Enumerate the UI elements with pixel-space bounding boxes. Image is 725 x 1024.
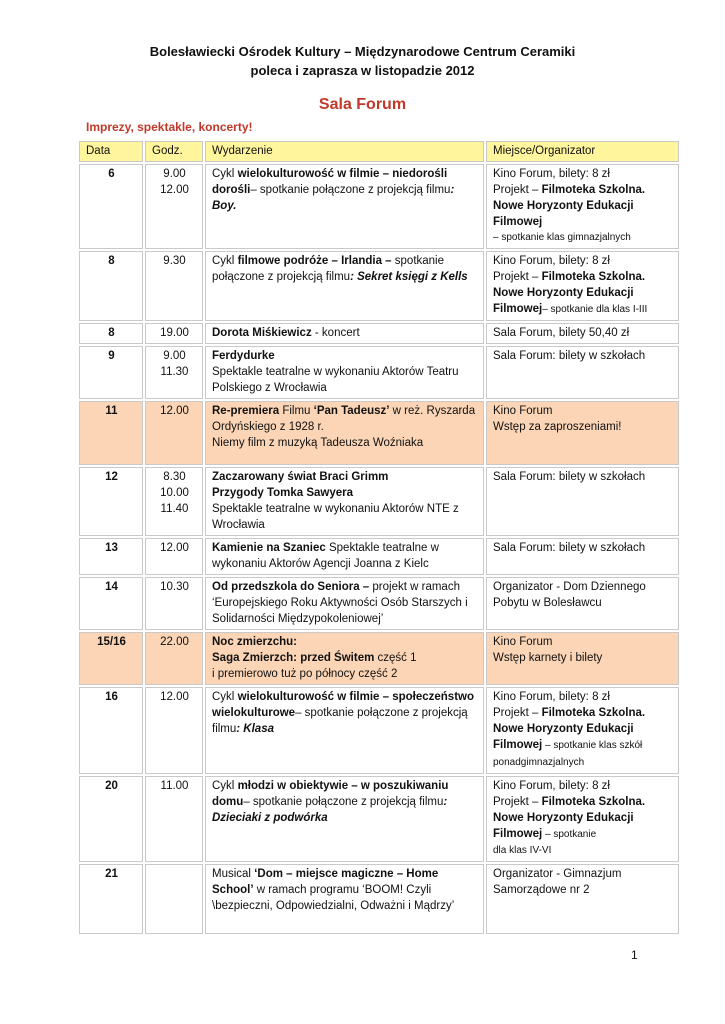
event-text: Niemy film z muzyką Tadeusza Woźniaka (212, 437, 424, 449)
row-hours (145, 538, 203, 575)
row-hour: 9.30 (163, 255, 186, 267)
place-text: Kino Forum, bilety: 8 zł (493, 780, 610, 792)
row-event (205, 632, 484, 685)
place-project-title: Filmoteka Szkolna. Nowe Horyzonty Edukacji Filmowej (493, 184, 646, 228)
column-header-event: Wydarzenie (205, 141, 484, 162)
place-text: Kino Forum (493, 636, 553, 648)
event-title: Przygody Tomka Sawyera (212, 487, 354, 499)
event-text: w ramach programu ‘BOOM! Czyli \bezpieczni, Odpowiedzialni, Odważni i Mądrzy’ (212, 884, 455, 912)
event-title: Zaczarowany świat Braci Grimm (212, 471, 389, 483)
event-film-title: ‘Pan Tadeusz’ (313, 405, 390, 417)
place-text: Kino Forum (493, 405, 553, 417)
place-text: Kino Forum, bilety: 8 zł (493, 255, 610, 267)
place-note: – spotkanie klas gimnazjalnych (493, 232, 631, 243)
row-event (205, 346, 484, 399)
row-hour: 19.00 (160, 327, 189, 339)
event-text: Spektakle teatralne w wykonaniu Aktorów NTE z Wrocławia (212, 503, 459, 531)
row-hours (145, 346, 203, 399)
row-place (486, 467, 679, 536)
page-number: 1 (631, 948, 638, 962)
row-hour: 11.00 (160, 780, 189, 792)
row-date: 9 (79, 346, 143, 399)
event-title: Ferdydurke (212, 350, 275, 362)
row-place (486, 577, 679, 630)
place-text: Kino Forum, bilety: 8 zł (493, 168, 610, 180)
place-text: Organizator - Dom Dziennego Pobytu w Bolesławcu (493, 581, 646, 609)
place-text: Sala Forum: bilety w szkołach (493, 350, 646, 362)
event-title: ‘Dom – miejsce magiczne – Home School’ (212, 868, 439, 896)
row-hours (145, 776, 203, 862)
row-event (205, 251, 484, 321)
row-event (205, 401, 484, 465)
event-title: Re-premiera (212, 405, 280, 417)
row-event (205, 687, 484, 774)
event-cycle-title: młodzi w obiektywie – w poszukiwaniu domu (212, 780, 449, 808)
place-text: Organizator - Gimnazjum Samorządowe nr 2 (493, 868, 622, 896)
row-hour: 9.00 (163, 168, 186, 180)
place-text: Wstęp za zaproszeniami! (493, 421, 622, 433)
column-header-date: Data (79, 141, 143, 162)
row-place (486, 346, 679, 399)
row-event (205, 864, 484, 934)
row-event (205, 577, 484, 630)
row-hours (145, 687, 203, 774)
place-text: Projekt – (493, 796, 542, 808)
place-text: Projekt – (493, 184, 542, 196)
place-text: Sala Forum, bilety 50,40 zł (493, 327, 630, 339)
event-text: Cykl (212, 168, 238, 180)
column-header-hour: Godz. (145, 141, 203, 162)
table-row (79, 538, 679, 575)
event-text: w reż. Ryszarda Ordyńskiego z 1928 r. (212, 405, 476, 433)
event-text: – spotkanie połączone z projekcją filmu (212, 707, 468, 735)
row-date: 8 (79, 251, 143, 321)
row-hour: 12.00 (160, 405, 189, 417)
event-text: spotkanie połączone z projekcją filmu (212, 255, 445, 283)
place-note: – spotkanie klas szkół ponadgimnazjalnych (493, 740, 643, 768)
row-hours (145, 864, 203, 934)
row-place (486, 164, 679, 249)
row-event (205, 538, 484, 575)
event-text: – spotkanie połączone z projekcją filmu (250, 184, 451, 196)
row-hour: 12.00 (160, 542, 189, 554)
table-row (79, 251, 679, 321)
event-cycle-title: filmowe podróże – Irlandia – (237, 255, 392, 267)
row-place (486, 251, 679, 321)
event-title: Noc zmierzchu: (212, 636, 297, 648)
event-cycle-title: wielokulturowość w filmie – społeczeństwo wielokulturowe (212, 691, 475, 719)
event-text: projekt w ramach ‘Europejskiego Roku Aktywności Osób Starszych i Solidarności Międzypokoleniowej’ (212, 581, 468, 625)
table-row (79, 401, 679, 465)
row-date: 14 (79, 577, 143, 630)
event-film-title: Saga Zmierzch: przed Świtem (212, 652, 375, 664)
row-date: 15/16 (79, 632, 143, 685)
row-hour: 22.00 (160, 636, 189, 648)
row-place (486, 776, 679, 862)
event-title: Od przedszkola do Seniora – (212, 581, 370, 593)
table-row (79, 577, 679, 630)
row-hours (145, 251, 203, 321)
place-project-title: Filmoteka Szkolna. Nowe Horyzonty Edukacji Filmowej (493, 796, 646, 840)
row-event (205, 467, 484, 536)
row-date: 20 (79, 776, 143, 862)
event-text: - koncert (311, 327, 360, 339)
event-performer: Dorota Miśkiewicz (212, 327, 312, 339)
event-film-title: : Dzieciaki z podwórka (212, 796, 448, 824)
row-hour: 9.00 (163, 350, 186, 362)
table-row (79, 687, 679, 774)
row-date: 11 (79, 401, 143, 465)
place-project-title: Filmoteka Szkolna. Nowe Horyzonty Edukacji Filmowej (493, 707, 646, 751)
place-text: Kino Forum, bilety: 8 zł (493, 691, 610, 703)
header-line-1: Bolesławiecki Ośrodek Kultury – Międzynarodowe Centrum Ceramiki (149, 44, 576, 59)
section-title: Sala Forum (318, 96, 407, 113)
event-text: część 1 (374, 652, 417, 664)
row-place (486, 632, 679, 685)
row-date: 16 (79, 687, 143, 774)
event-text: Cykl (212, 691, 238, 703)
row-hours (145, 401, 203, 465)
row-place (486, 401, 679, 465)
event-text: Cykl (212, 255, 238, 267)
row-place (486, 538, 679, 575)
place-note: – spotkanie dla klas I-III (542, 304, 648, 315)
place-text: Sala Forum: bilety w szkołach (493, 471, 646, 483)
event-text: Filmu (279, 405, 314, 417)
header-line-2: poleca i zaprasza w listopadzie 2012 (250, 63, 475, 78)
table-row (79, 467, 679, 536)
row-event (205, 164, 484, 249)
row-hour: 11.30 (160, 366, 189, 378)
place-project-title: Filmoteka Szkolna. Nowe Horyzonty Edukacji Filmowej (493, 271, 646, 315)
place-text: Projekt – (493, 707, 542, 719)
event-film-title: : Sekret księgi z Kells (350, 271, 468, 283)
row-event (205, 323, 484, 344)
row-date: 13 (79, 538, 143, 575)
event-text: Cykl (212, 780, 238, 792)
place-note: – spotkanie (542, 829, 597, 840)
column-header-place: Miejsce/Organizator (486, 141, 679, 162)
place-note: dla klas IV-VI (493, 845, 552, 856)
row-hour: 8.30 (163, 471, 186, 483)
row-hour: 10.00 (160, 487, 189, 499)
table-row (79, 346, 679, 399)
event-text: Spektakle teatralne w wykonaniu Aktorów Teatru Polskiego z Wrocławia (212, 366, 459, 394)
row-date: 8 (79, 323, 143, 344)
row-place (486, 864, 679, 934)
row-place (486, 323, 679, 344)
row-hours (145, 164, 203, 249)
event-film-title: : Klasa (236, 723, 274, 735)
table-row (79, 864, 679, 934)
table-row (79, 632, 679, 685)
place-text: Projekt – (493, 271, 542, 283)
row-hours (145, 467, 203, 536)
row-hour: 10.30 (160, 581, 189, 593)
event-text: Musical (212, 868, 255, 880)
event-cycle-title: wielokulturowość w filmie – niedorośli dorośli (212, 168, 448, 196)
row-date: 12 (79, 467, 143, 536)
table-row (79, 776, 679, 862)
row-hour: 12.00 (160, 184, 189, 196)
event-film-title: : Boy. (212, 184, 455, 212)
table-row (79, 164, 679, 249)
row-date: 6 (79, 164, 143, 249)
event-text: – spotkanie połączone z projekcją filmu (243, 796, 444, 808)
row-hours (145, 577, 203, 630)
event-text: i premierowo tuż po północy część 2 (212, 668, 398, 680)
row-hours (145, 632, 203, 685)
row-event (205, 776, 484, 862)
document-header (0, 42, 725, 80)
place-text: Wstęp karnety i bilety (493, 652, 603, 664)
events-table (77, 139, 681, 936)
row-place (486, 687, 679, 774)
subsection-title: Imprezy, spektakle, koncerty! (86, 120, 253, 134)
row-date: 21 (79, 864, 143, 934)
row-hour: 11.40 (160, 503, 189, 515)
row-hours (145, 323, 203, 344)
table-row (79, 323, 679, 344)
event-title: Kamienie na Szaniec (212, 542, 326, 554)
row-hour: 12.00 (160, 691, 189, 703)
event-text: Spektakle teatralne w wykonaniu Aktorów Agencji Joanna z Kielc (212, 542, 439, 570)
table-header-row (79, 141, 679, 162)
place-text: Sala Forum: bilety w szkołach (493, 542, 646, 554)
